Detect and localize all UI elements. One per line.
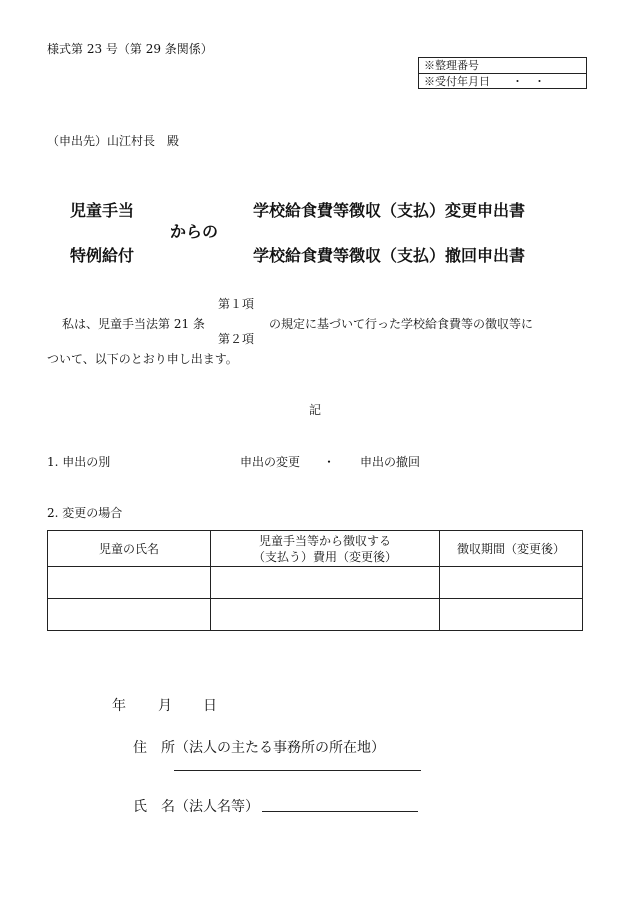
cell-fee[interactable] [211,599,440,631]
title-right-top: 学校給食費等徴収（支払）変更申出書 [253,201,526,220]
address-label: 住 所（法人の主たる事務所の所在地） [133,740,385,756]
header-fee-line2: （支払う）費用（変更後） [252,549,397,564]
body-line1-a: 私は、児童手当法第 21 条 [62,317,205,331]
cell-period[interactable] [440,567,583,599]
table-row [48,567,583,599]
reference-box [418,57,587,89]
cell-child-name[interactable] [48,567,211,599]
option-separator: ・ [323,455,336,469]
addressee: （申出先）山江村長 殿 [47,134,180,148]
cell-child-name[interactable] [48,599,211,631]
title-left-bottom: 特例給付 [70,246,135,265]
management-number-field[interactable]: ※整理番号 [424,59,479,72]
option-change[interactable]: 申出の変更 [240,455,301,469]
body-line2: ついて、以下のとおり申し出ます。 [47,352,238,366]
name-label: 氏 名（法人名等） [133,799,259,815]
ki-heading: 記 [309,403,322,417]
header-period: 徴収期間（変更後） [440,531,583,567]
body-line1-b: の規定に基づいて行った学校給食費等の徴収等に [269,317,534,331]
change-table [47,530,583,631]
header-fee-line1: 児童手当等から徴収する [258,533,391,548]
received-date-field[interactable]: ※受付年月日 ・ ・ [419,73,586,89]
cell-fee[interactable] [211,567,440,599]
clause-2: 第２項 [218,332,255,346]
clause-1: 第１項 [218,297,255,311]
header-fee [211,531,440,567]
table-row [48,599,583,631]
section2-label: 2. 変更の場合 [47,506,123,520]
title-middle: からの [170,222,219,241]
name-input-line[interactable] [262,811,418,812]
table-header-row [48,531,583,567]
title-right-bottom: 学校給食費等徴収（支払）撤回申出書 [253,246,526,265]
title-left-top: 児童手当 [70,201,135,220]
option-withdraw[interactable]: 申出の撤回 [360,455,421,469]
date-year[interactable]: 年 [112,698,126,714]
date-day[interactable]: 日 [203,698,217,714]
header-child-name: 児童の氏名 [48,531,211,567]
form-number: 様式第 23 号（第 29 条関係） [47,42,213,56]
cell-period[interactable] [440,599,583,631]
section1-label: 1. 申出の別 [47,455,111,469]
date-month[interactable]: 月 [158,698,172,714]
address-input-line[interactable] [174,770,421,771]
